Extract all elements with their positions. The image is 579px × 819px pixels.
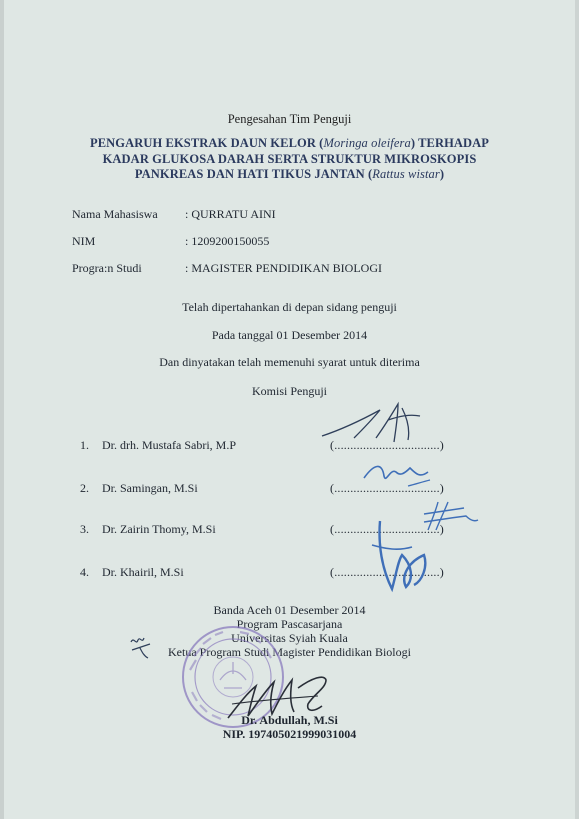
member-3-signature-line: (.................................) xyxy=(330,522,444,536)
signer-nip: NIP. 197405021999031004 xyxy=(222,727,357,741)
thesis-title-line-3: PANKREAS DAN HATI TIKUS JANTAN (Rattus wistar) xyxy=(134,167,445,181)
approval-university: Universitas Syiah Kuala xyxy=(231,631,348,645)
field-value-name: : QURRATU AINI xyxy=(185,207,276,221)
signature-paraf xyxy=(128,634,154,660)
member-1-number: 1. xyxy=(80,438,89,452)
member-3-name: Dr. Zairin Thomy, M.Si xyxy=(102,522,216,536)
page-heading: Pengesahan Tim Penguji xyxy=(227,112,352,126)
member-4-number: 4. xyxy=(80,565,89,579)
thesis-title-line-1: PENGARUH EKSTRAK DAUN KELOR (Moringa oleifera) TERHADAP xyxy=(89,136,490,150)
species-name-moringa: Moringa oleifera xyxy=(323,136,411,150)
signature-head xyxy=(222,668,337,724)
member-1-signature-line: (.................................) xyxy=(330,438,444,452)
field-label-nim: NIM xyxy=(72,234,96,248)
field-label-program: Progra:n Studi xyxy=(72,261,142,275)
approval-place-date: Banda Aceh 01 Desember 2014 xyxy=(213,603,366,617)
field-value-nim: : 1209200150055 xyxy=(185,234,270,248)
signature-4 xyxy=(362,515,442,595)
thesis-title xyxy=(0,136,579,183)
member-2-signature-line: (.................................) xyxy=(330,481,444,495)
member-3-number: 3. xyxy=(80,522,89,536)
member-4-name: Dr. Khairil, M.Si xyxy=(102,565,184,579)
field-value-program: : MAGISTER PENDIDIKAN BIOLOGI xyxy=(185,261,382,275)
approval-position: Ketua Program Studi Magister Pendidikan Biologi xyxy=(168,645,411,659)
signer-name: Dr. Abdullah, M.Si xyxy=(241,713,338,727)
committee-heading: Komisi Penguji xyxy=(251,384,327,398)
signature-2 xyxy=(360,458,440,494)
member-1-name: Dr. drh. Mustafa Sabri, M.P xyxy=(102,438,236,452)
member-4-signature-line: (.................................) xyxy=(330,565,444,579)
defense-statement: Telah dipertahankan di depan sidang penguji xyxy=(182,300,397,314)
thesis-title-line-2: KADAR GLUKOSA DARAH SERTA STRUKTUR MIKROSKOPIS xyxy=(102,151,477,166)
signature-1 xyxy=(318,400,428,448)
approval-program: Program Pascasarjana xyxy=(236,617,343,631)
field-label-name: Nama Mahasiswa xyxy=(72,207,158,221)
defense-date: Pada tanggal 01 Desember 2014 xyxy=(211,328,368,342)
member-2-name: Dr. Samingan, M.Si xyxy=(102,481,198,495)
acceptance-statement: Dan dinyatakan telah memenuhi syarat untuk diterima xyxy=(159,355,420,369)
member-2-number: 2. xyxy=(80,481,89,495)
species-name-rattus: Rattus wistar xyxy=(372,167,440,181)
